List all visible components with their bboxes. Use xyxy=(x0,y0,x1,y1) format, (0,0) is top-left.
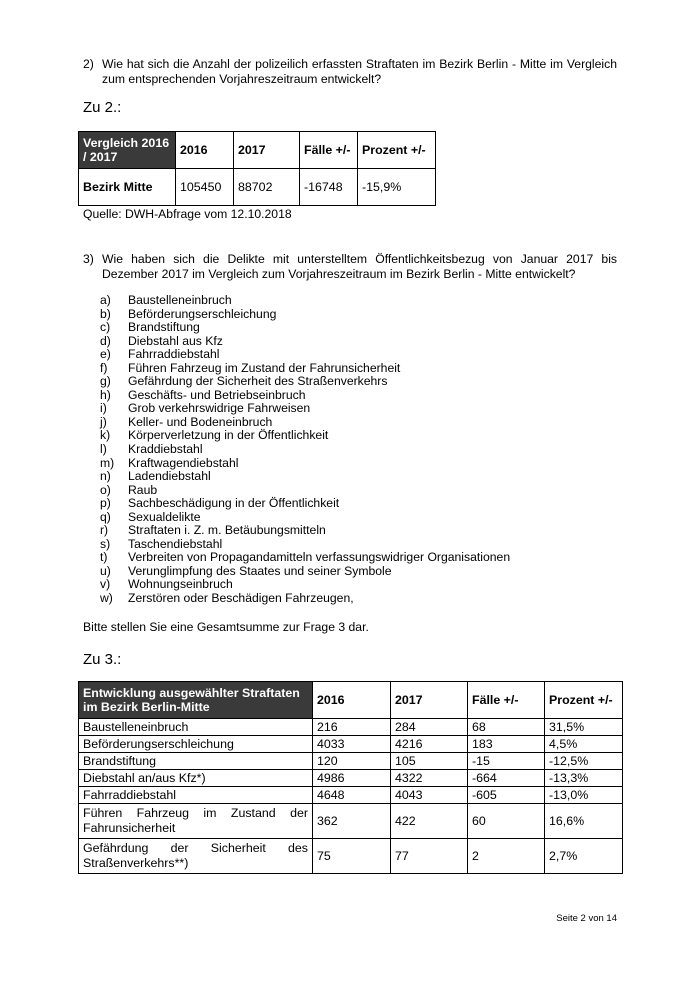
table-cell: 60 xyxy=(468,804,545,839)
list-letter: w) xyxy=(100,591,113,606)
column-header: Fälle +/- xyxy=(468,682,545,719)
question-text: Wie haben sich die Delikte mit unterstelltem Öffentlichkeitsbezug von Januar 2017 bis Dezember 2017 im Vergleich zum Vorjahreszeitraum im Bezirk Berlin - Mitte entwickelt? xyxy=(102,252,617,281)
column-header: 2016 xyxy=(176,132,234,169)
list-text: Grob verkehrswidrige Fahrweisen xyxy=(128,401,311,416)
list-text: Baustelleneinbruch xyxy=(128,293,232,307)
table-row xyxy=(79,787,623,804)
column-header: Prozent +/- xyxy=(358,132,436,169)
table-cell: -15 xyxy=(468,753,545,770)
list-item xyxy=(100,457,510,471)
list-letter: u) xyxy=(100,563,111,578)
table-cell: 4,5% xyxy=(545,736,623,753)
list-item xyxy=(100,497,510,511)
list-text: Kraddiebstahl xyxy=(128,442,203,457)
table-header-row xyxy=(79,132,436,169)
row-label: Fahrraddiebstahl xyxy=(79,787,313,804)
list-letter: d) xyxy=(100,333,111,348)
list-text: Ladendiebstahl xyxy=(128,469,211,484)
list-text: Geschäfts- und Betriebseinbruch xyxy=(128,387,306,402)
column-header: Fälle +/- xyxy=(300,132,358,169)
list-item xyxy=(100,308,510,322)
list-text: Raub xyxy=(128,482,158,497)
list-item xyxy=(100,511,510,525)
table-cell: 4043 xyxy=(391,787,468,804)
table-cell: -664 xyxy=(468,770,545,787)
list-item xyxy=(100,416,510,430)
list-letter: c) xyxy=(100,320,111,335)
table-cell: 2 xyxy=(468,839,545,874)
table-header-label: Vergleich 2016 / 2017 xyxy=(79,132,176,169)
table-cell: 120 xyxy=(313,753,391,770)
list-letter: f) xyxy=(100,360,108,375)
list-text: Wohnungseinbruch xyxy=(128,577,233,592)
list-text: Brandstiftung xyxy=(128,320,200,335)
list-item xyxy=(100,429,510,443)
table-cell: 105450 xyxy=(176,169,234,206)
table-cell: 4322 xyxy=(391,770,468,787)
question-number: 3) xyxy=(83,252,94,266)
list-letter: b) xyxy=(100,306,111,321)
list-letter: e) xyxy=(100,347,111,362)
list-text: Straftaten i. Z. m. Betäubungsmitteln xyxy=(128,523,326,538)
request-note: Bitte stellen Sie eine Gesamtsumme zur Frage 3 dar. xyxy=(83,620,369,634)
answer-2-heading: Zu 2.: xyxy=(83,99,122,116)
row-label: Bezirk Mitte xyxy=(79,169,176,206)
row-label: Führen Fahrzeug im Zustand der Fahrunsicherheit xyxy=(79,804,313,839)
table-cell: -15,9% xyxy=(358,169,436,206)
list-item xyxy=(100,592,510,606)
list-letter: p) xyxy=(100,496,111,511)
table-header-label: Entwicklung ausgewählter Straftaten im Bezirk Berlin-Mitte xyxy=(79,682,313,719)
table-row xyxy=(79,169,436,206)
list-item xyxy=(100,375,510,389)
table-row xyxy=(79,753,623,770)
list-letter: q) xyxy=(100,509,111,524)
list-item xyxy=(100,402,510,416)
table-cell: 105 xyxy=(391,753,468,770)
list-item xyxy=(100,538,510,552)
list-letter: n) xyxy=(100,469,111,484)
table-cell: -605 xyxy=(468,787,545,804)
table-cell: 2,7% xyxy=(545,839,623,874)
list-item xyxy=(100,389,510,403)
list-letter: a) xyxy=(100,293,111,307)
list-item xyxy=(100,294,510,308)
list-letter: k) xyxy=(100,428,111,443)
row-label: Baustelleneinbruch xyxy=(79,719,313,736)
row-label: Brandstiftung xyxy=(79,753,313,770)
table-cell: -13,0% xyxy=(545,787,623,804)
comparison-table xyxy=(78,131,436,206)
offense-development-table xyxy=(78,681,623,874)
list-text: Fahrraddiebstahl xyxy=(128,347,220,362)
page-number: Seite 2 von 14 xyxy=(556,913,617,924)
source-note: Quelle: DWH-Abfrage vom 12.10.2018 xyxy=(83,207,292,221)
list-letter: l) xyxy=(100,442,107,457)
question-2 xyxy=(83,57,617,87)
column-header: 2017 xyxy=(234,132,300,169)
list-text: Körperverletzung in der Öffentlichkeit xyxy=(128,428,329,443)
list-item xyxy=(100,565,510,579)
list-item xyxy=(100,524,510,538)
list-item xyxy=(100,578,510,592)
list-item xyxy=(100,484,510,498)
list-text: Beförderungserschleichung xyxy=(128,306,277,321)
table-cell: 77 xyxy=(391,839,468,874)
table-header-row xyxy=(79,682,623,719)
list-letter: s) xyxy=(100,536,111,551)
question-number: 2) xyxy=(83,57,94,71)
list-text: Sexualdelikte xyxy=(128,509,201,524)
table-cell: 183 xyxy=(468,736,545,753)
list-text: Kraftwagendiebstahl xyxy=(128,455,239,470)
list-letter: r) xyxy=(100,523,109,538)
list-text: Sachbeschädigung in der Öffentlichkeit xyxy=(128,496,340,511)
table-row xyxy=(79,770,623,787)
table-cell: 4648 xyxy=(313,787,391,804)
list-item xyxy=(100,443,510,457)
list-text: Verbreiten von Propagandamitteln verfassungswidriger Organisationen xyxy=(128,550,511,565)
list-text: Diebstahl aus Kfz xyxy=(128,333,223,348)
row-label: Diebstahl an/aus Kfz*) xyxy=(79,770,313,787)
row-label: Gefährdung der Sicherheit des Straßenverkehrs**) xyxy=(79,839,313,874)
list-letter: t) xyxy=(100,550,108,565)
table-cell: 16,6% xyxy=(545,804,623,839)
column-header: Prozent +/- xyxy=(545,682,623,719)
list-item xyxy=(100,321,510,335)
table-cell: -13,3% xyxy=(545,770,623,787)
column-header: 2016 xyxy=(313,682,391,719)
offense-list xyxy=(100,294,510,606)
table-cell: -12,5% xyxy=(545,753,623,770)
answer-3-heading: Zu 3.: xyxy=(83,651,122,668)
table-cell: 88702 xyxy=(234,169,300,206)
column-header: 2017 xyxy=(391,682,468,719)
table-cell: -16748 xyxy=(300,169,358,206)
list-item xyxy=(100,362,510,376)
list-text: Zerstören oder Beschädigen Fahrzeugen, xyxy=(128,591,354,606)
table-cell: 422 xyxy=(391,804,468,839)
row-label: Beförderungserschleichung xyxy=(79,736,313,753)
table-cell: 4033 xyxy=(313,736,391,753)
list-letter: i) xyxy=(100,401,107,416)
list-text: Verunglimpfung des Staates und seiner Symbole xyxy=(128,563,392,578)
list-text: Gefährdung der Sicherheit des Straßenverkehrs xyxy=(128,374,388,389)
list-item xyxy=(100,551,510,565)
table-row xyxy=(79,839,623,874)
table-cell: 216 xyxy=(313,719,391,736)
list-text: Keller- und Bodeneinbruch xyxy=(128,414,273,429)
list-letter: m) xyxy=(100,455,115,470)
list-letter: o) xyxy=(100,482,111,497)
table-cell: 75 xyxy=(313,839,391,874)
list-text: Führen Fahrzeug im Zustand der Fahrunsicherheit xyxy=(128,360,401,375)
question-3 xyxy=(83,252,617,282)
list-item xyxy=(100,335,510,349)
table-row xyxy=(79,804,623,839)
list-text: Taschendiebstahl xyxy=(128,536,223,551)
list-letter: v) xyxy=(100,577,111,592)
table-row xyxy=(79,719,623,736)
table-row xyxy=(79,736,623,753)
table-cell: 362 xyxy=(313,804,391,839)
question-text: Wie hat sich die Anzahl der polizeilich erfassten Straftaten im Bezirk Berlin - Mitte im Vergleich zum entsprechenden Vorjahreszeitraum entwickelt? xyxy=(102,57,617,86)
table-cell: 4986 xyxy=(313,770,391,787)
table-cell: 284 xyxy=(391,719,468,736)
table-cell: 31,5% xyxy=(545,719,623,736)
list-letter: g) xyxy=(100,374,111,389)
table-cell: 4216 xyxy=(391,736,468,753)
list-letter: j) xyxy=(100,414,107,429)
list-letter: h) xyxy=(100,387,111,402)
list-item xyxy=(100,348,510,362)
table-cell: 68 xyxy=(468,719,545,736)
list-item xyxy=(100,470,510,484)
